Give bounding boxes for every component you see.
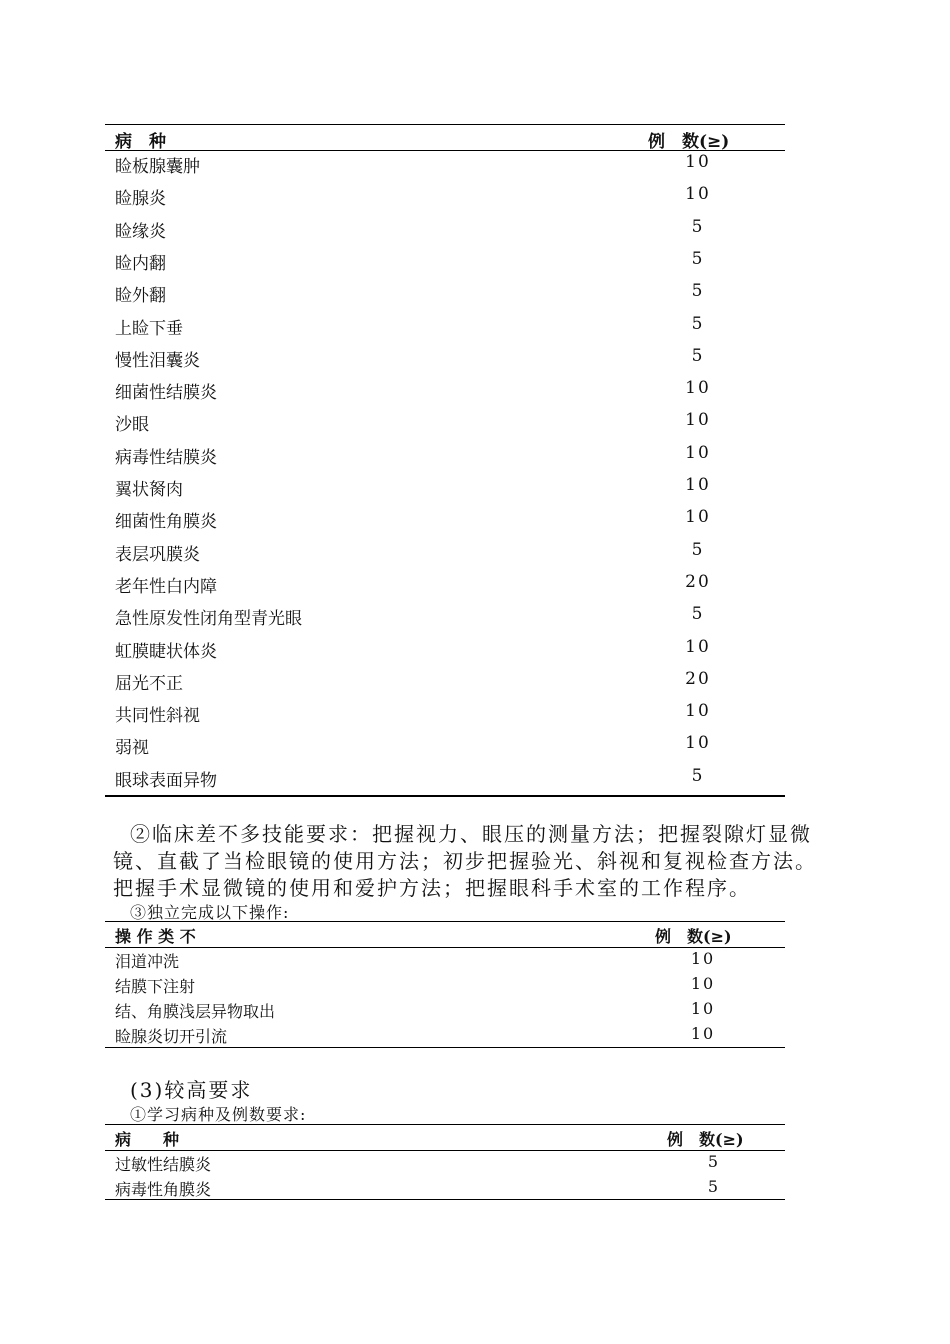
row-count: 10 [685,152,711,172]
row-count: 10 [685,378,711,399]
row-count: 10 [685,184,711,205]
skills-paragraph [113,821,833,902]
table-bottom-rule [105,795,785,797]
row-count: 5 [691,313,705,334]
ops-intro: ③独立完成以下操作: [130,903,290,922]
row-name: 共同性斜视 [115,706,200,727]
row-name: 结膜下注射 [115,977,196,996]
row-name: 虹膜睫状体炎 [115,641,217,662]
para-line-1: ②临床差不多技能要求：把握视力、眼压的测量方法；把握裂隙灯显微 [130,822,812,846]
table-bottom-rule [105,1199,785,1200]
disease-table-1 [105,124,785,799]
table-header [105,1124,785,1151]
row-name: 病毒性角膜炎 [115,1180,212,1199]
row-count: 10 [685,507,711,528]
row-name: 表层巩膜炎 [115,544,200,565]
row-name: 病毒性结膜炎 [115,447,217,468]
header-count: 例 数(≥) [655,927,732,946]
operations-table [105,921,785,1051]
row-count: 10 [685,442,711,463]
row-name: 睑缘炎 [115,221,166,242]
row-count: 5 [707,1177,721,1196]
disease-table-2 [105,1124,785,1204]
row-count: 10 [690,949,716,968]
row-count: 5 [691,604,705,625]
row-name: 上睑下垂 [115,318,183,339]
row-count: 10 [685,475,711,495]
para-line-3: 把握手术显微镜的使用和爱护方法；把握眼科手术室的工作程序。 [113,876,751,900]
table-header [105,921,785,948]
row-count: 5 [707,1152,721,1171]
row-name: 慢性泪囊炎 [115,350,200,371]
row-count: 10 [685,701,711,722]
row-count: 10 [685,636,711,657]
row-count: 5 [691,281,705,302]
row-name: 睑内翻 [115,253,166,274]
row-name: 过敏性结膜炎 [115,1155,212,1174]
row-count: 20 [685,668,711,689]
row-name: 屈光不正 [115,673,183,694]
table-header [105,124,785,151]
para-line-2: 镜、直截了当检眼镜的使用方法；初步把握验光、斜视和复视检查方法。 [113,849,817,873]
row-count: 5 [691,216,705,237]
row-name: 睑外翻 [115,286,166,307]
header-disease: 病 种 [115,1130,180,1149]
row-name: 睑腺炎 [115,189,166,210]
row-count: 10 [685,410,711,431]
row-count: 10 [690,999,716,1018]
row-count: 5 [691,248,705,269]
row-name: 睑板腺囊肿 [115,157,200,177]
row-count: 10 [690,974,716,993]
header-count: 例 数(≥) [667,1130,744,1149]
higher-title: (3)较高要求 [130,1078,253,1102]
row-count: 5 [691,539,705,560]
row-name: 睑腺炎切开引流 [115,1027,228,1046]
row-name: 弱视 [115,738,149,759]
row-name: 细菌性结膜炎 [115,383,217,404]
header-disease: 病 种 [115,132,166,152]
row-name: 泪道冲洗 [115,952,180,971]
row-count: 10 [690,1024,716,1043]
row-name: 急性原发性闭角型青光眼 [115,609,302,630]
row-name: 老年性白内障 [115,576,217,597]
row-count: 5 [691,345,705,366]
row-name: 眼球表面异物 [115,770,217,791]
header-operation: 操 作 类 不 [115,927,196,946]
header-count: 例 数(≥) [648,132,730,152]
table-bottom-rule [105,1047,785,1048]
row-name: 翼状胬肉 [115,480,183,500]
higher-intro: ①学习病种及例数要求: [130,1105,307,1124]
row-count: 5 [691,765,705,786]
row-name: 结、角膜浅层异物取出 [115,1002,276,1021]
row-count: 10 [685,733,711,754]
row-count: 20 [685,571,711,592]
row-name: 细菌性角膜炎 [115,512,217,533]
row-name: 沙眼 [115,415,149,436]
